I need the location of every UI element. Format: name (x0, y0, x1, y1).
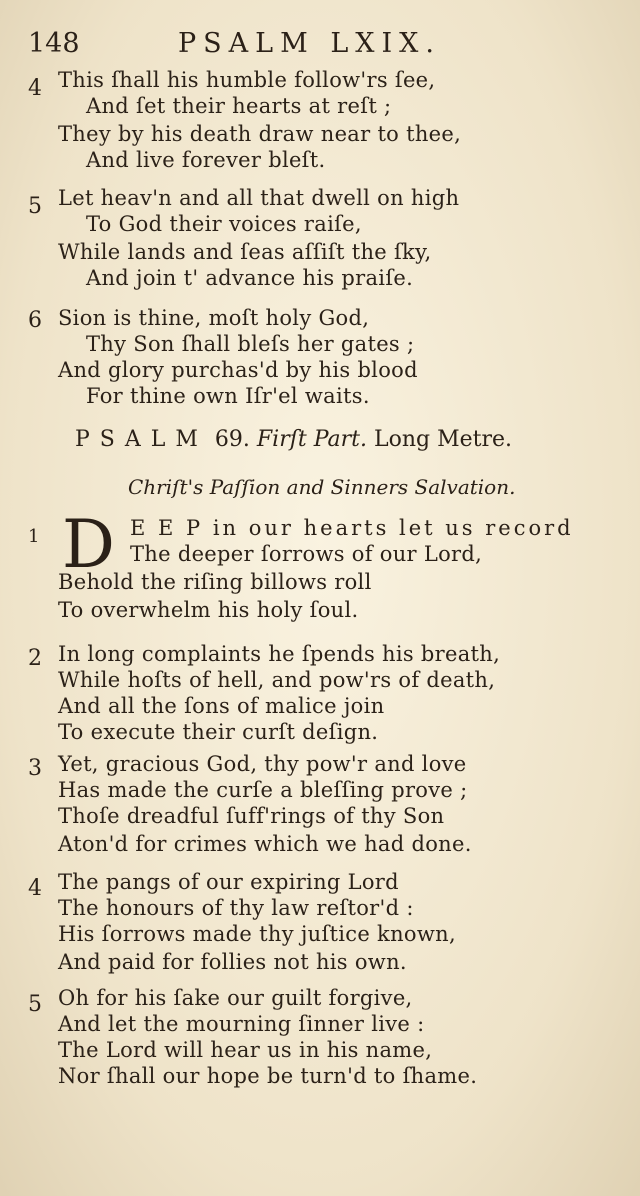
verse-line: Thy Son ſhall bleſs her gates ; (86, 332, 415, 356)
stanza-number: 3 (28, 756, 42, 781)
verse-line: The deeper ſorrows of our Lord, (130, 542, 483, 566)
verse-line: And glory purchas'd by his blood (58, 358, 418, 382)
verse-line: While hoſts of hell, and pow'rs of death, (58, 668, 496, 692)
verse-line: The Lord will hear us in his name, (58, 1038, 433, 1062)
verse-line: In long complaints he ſpends his breath, (58, 642, 501, 666)
stanza-number: 1 (28, 526, 40, 547)
verse-line: Sion is thine, moſt holy God, (58, 306, 370, 330)
heading-part: Firſt Part. (256, 427, 367, 452)
verse-line: The pangs of our expiring Lord (58, 870, 399, 894)
running-title: PSALM LXIX. (178, 28, 441, 59)
page-header (28, 28, 620, 68)
verse-line: To execute their curſt deſign. (58, 720, 379, 744)
verse-line: This ſhall his humble follow'rs ſee, (58, 68, 436, 92)
stanza-number: 5 (28, 992, 42, 1017)
verse-line: Thoſe dreadful ſuff'rings of thy Son (58, 804, 445, 828)
verse-line: And ſet their hearts at reſt ; (86, 94, 392, 118)
heading-metre: Long Metre. (373, 427, 512, 452)
verse-line: And join t' advance his praiſe. (86, 266, 414, 290)
verse-line: And live forever bleſt. (86, 148, 326, 172)
drop-cap: D (62, 506, 115, 583)
verse-line: And paid for follies not his own. (58, 950, 407, 974)
verse-line: And all the ſons of malice join (58, 694, 385, 718)
verse-line-first: E E P in our hearts let us record (130, 516, 574, 540)
verse-line: They by his death draw near to thee, (58, 122, 462, 146)
verse-line: For thine own Iſr'el waits. (86, 384, 370, 408)
verse-line: Let heav'n and all that dwell on high (58, 186, 460, 210)
heading-number: 69. (214, 427, 250, 452)
verse-line: The honours of thy law reſtor'd : (58, 896, 414, 920)
verse-line: Behold the riſing billows roll (58, 570, 372, 594)
stanza-number: 4 (28, 76, 42, 101)
page-number: 148 (28, 28, 80, 59)
stanza-number: 6 (28, 308, 42, 333)
verse-line: His ſorrows made thy juſtice known, (58, 922, 456, 946)
verse-line: Has made the curſe a bleſſing prove ; (58, 778, 468, 802)
verse-line: While lands and ſeas aſſiſt the ſky, (58, 240, 432, 264)
stanza-number: 5 (28, 194, 42, 219)
stanza-number: 4 (28, 876, 42, 901)
verse-line: To God their voices raiſe, (86, 212, 362, 236)
verse-line: To overwhelm his holy ſoul. (58, 598, 359, 622)
verse-line: Nor ſhall our hope be turn'd to ſhame. (58, 1064, 478, 1088)
verse-line: Aton'd for crimes which we had done. (58, 832, 472, 856)
verse-line: And let the mourning ſinner live : (58, 1012, 425, 1036)
verse-line: Yet, gracious God, thy pow'r and love (58, 752, 467, 776)
stanza-number: 2 (28, 646, 42, 671)
heading-psalm: PSALM (75, 427, 208, 452)
verse-line: Oh for his ſake our guilt forgive, (58, 986, 413, 1010)
section-subtitle: Chriſt's Paſſion and Sinners Salvation. (128, 475, 516, 499)
section-heading (75, 427, 512, 452)
